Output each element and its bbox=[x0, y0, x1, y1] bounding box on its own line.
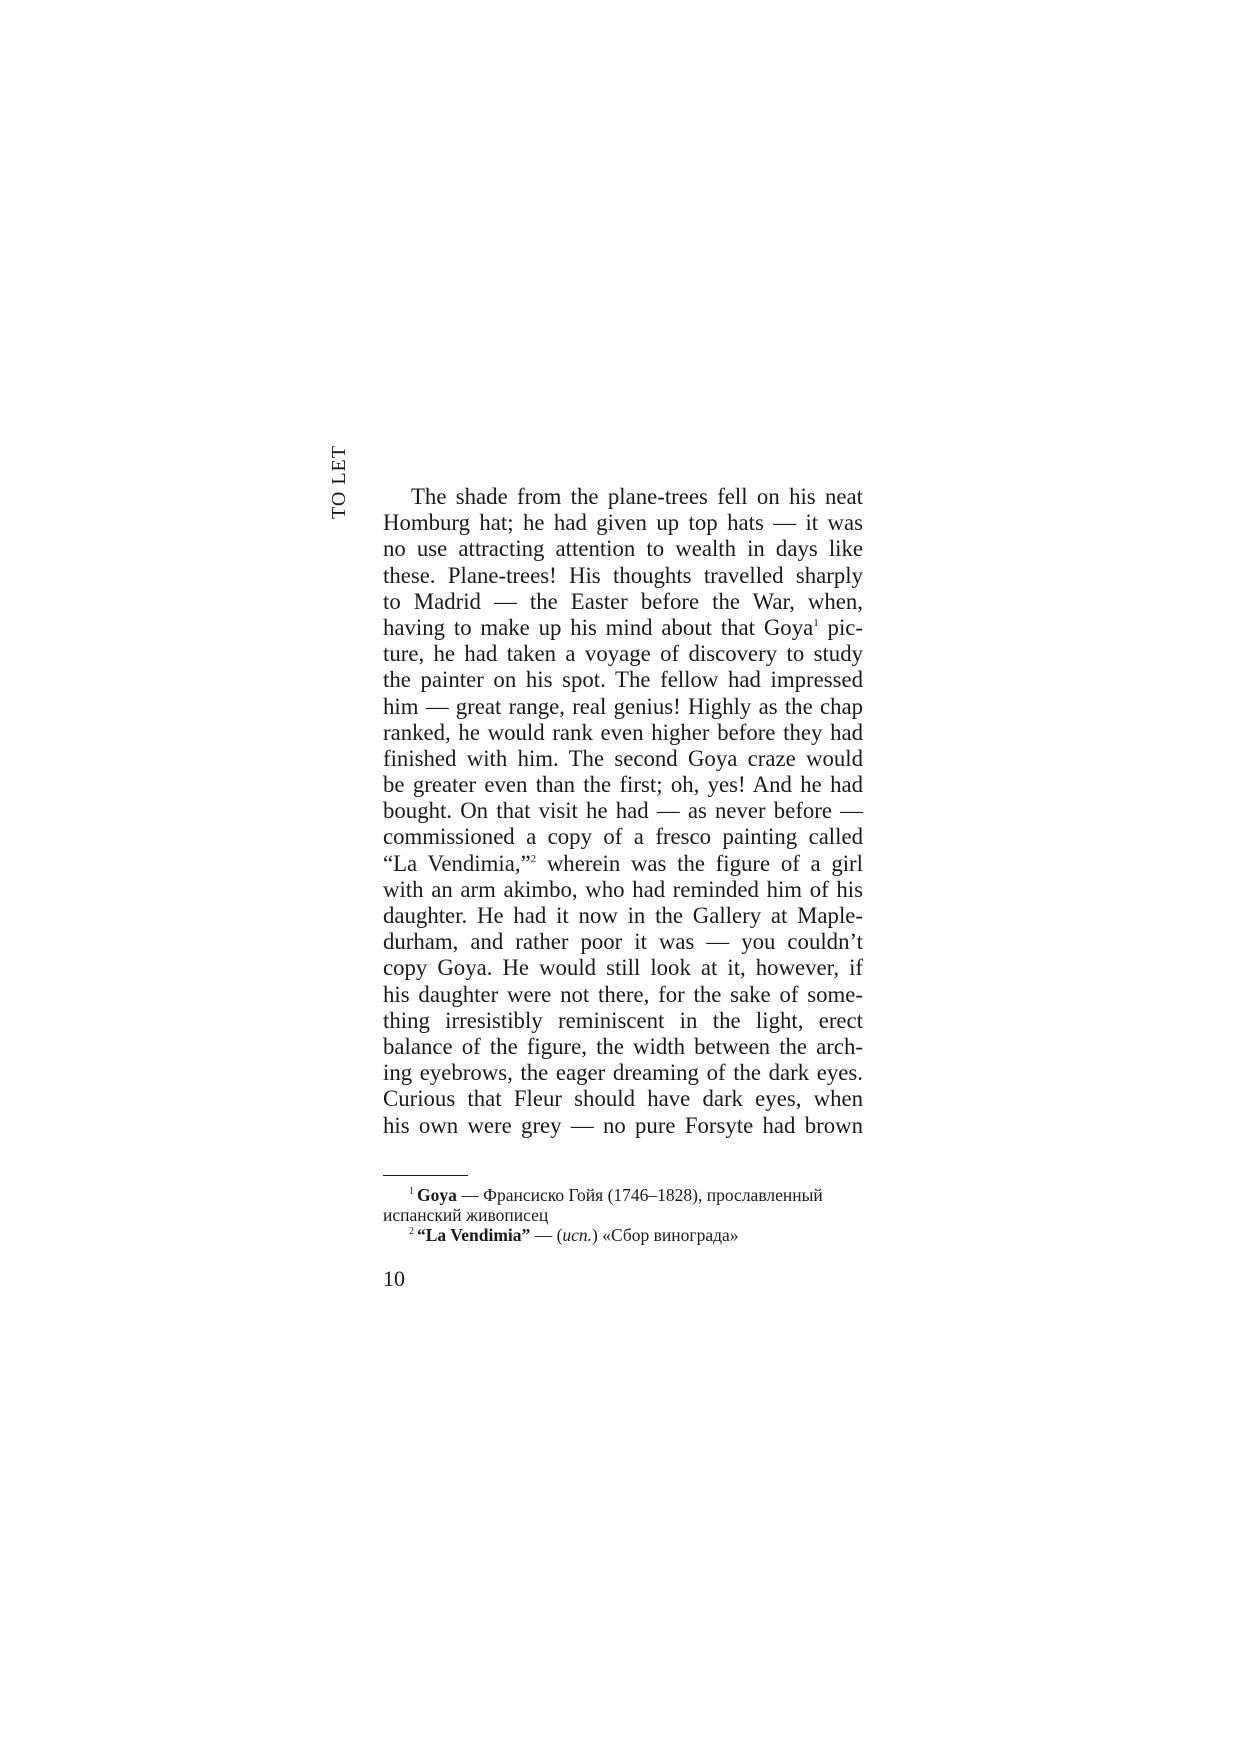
footnote-term: “La Vendimia” bbox=[417, 1225, 531, 1245]
text-line: no use attracting attention to wealth in days like bbox=[383, 536, 863, 562]
text-line: him — great range, real genius! Highly as the chap bbox=[383, 693, 863, 719]
text-line: the painter on his spot. The fellow had impressed bbox=[383, 667, 863, 693]
footnote-text: ) «Сбор винограда» bbox=[592, 1225, 739, 1245]
text-line: be greater even than the first; oh, yes! And he had bbox=[383, 772, 863, 798]
text-line: his daughter were not there, for the sake of some- bbox=[383, 981, 863, 1007]
text-segment: pic- bbox=[827, 614, 863, 640]
text-line: thing irresistibly reminiscent in the light, erect bbox=[383, 1007, 863, 1033]
text-line: ranked, he would rank even higher before they had bbox=[383, 719, 863, 745]
text-line: The shade from the plane-trees fell on his neat bbox=[411, 484, 863, 509]
text-segment: having to make up his mind about that Goya bbox=[383, 614, 814, 640]
footnote-1 bbox=[383, 1185, 863, 1205]
text-line: Curious that Fleur should have dark eyes, when bbox=[383, 1086, 863, 1112]
text-line: his own were grey — no pure Forsyte had brown bbox=[383, 1112, 863, 1138]
text-line: commissioned a copy of a fresco painting called bbox=[383, 824, 863, 850]
text-line: these. Plane-trees! His thoughts travelled sharply bbox=[383, 562, 863, 588]
text-line: durham, and rather poor it was — you couldn’t bbox=[383, 929, 863, 955]
footnote-marker: 2 bbox=[409, 1226, 414, 1237]
footnote-1-continued: испанский живописец bbox=[383, 1205, 549, 1225]
text-line: copy Goya. He would still look at it, however, if bbox=[383, 955, 863, 981]
text-line: balance of the figure, the width between the arch- bbox=[383, 1033, 863, 1059]
footnote-term: Goya bbox=[417, 1185, 457, 1205]
running-head: TO LET bbox=[328, 445, 350, 519]
text-line: daughter. He had it now in the Gallery at Maple- bbox=[383, 903, 863, 928]
text-line: bought. On that visit he had — as never before — bbox=[383, 798, 863, 824]
text-line bbox=[383, 615, 863, 641]
text-segment: wherein was the figure of a girl bbox=[536, 850, 863, 876]
text-line: to Madrid — the Easter before the War, when, bbox=[383, 588, 863, 614]
footnote-2 bbox=[383, 1225, 863, 1245]
footnote-text: — ( bbox=[530, 1225, 563, 1245]
text-line bbox=[383, 851, 863, 877]
page-number: 10 bbox=[383, 1266, 405, 1291]
text-line: Homburg hat; he had given up top hats — it was bbox=[383, 510, 863, 536]
footnote-divider bbox=[383, 1175, 468, 1176]
text-line: with an arm akimbo, who had reminded him of his bbox=[383, 876, 863, 902]
footnotes bbox=[383, 1185, 863, 1245]
text-line: finished with him. The second Goya craze would bbox=[383, 745, 863, 771]
text-segment: “La Vendimia,” bbox=[383, 850, 531, 876]
footnote-ref-1[interactable]: 1 bbox=[813, 616, 819, 629]
text-line: ture, he had taken a voyage of discovery to study bbox=[383, 641, 863, 667]
footnote-language: исп. bbox=[562, 1225, 593, 1245]
text-line: ing eyebrows, the eager dreaming of the dark eyes. bbox=[383, 1060, 863, 1086]
footnote-marker: 1 bbox=[409, 1186, 414, 1197]
footnote-ref-2[interactable]: 2 bbox=[530, 852, 537, 865]
footnote-text: — Франсиско Гойя (1746–1828), прославленный bbox=[456, 1185, 823, 1205]
body-text bbox=[383, 484, 863, 1139]
